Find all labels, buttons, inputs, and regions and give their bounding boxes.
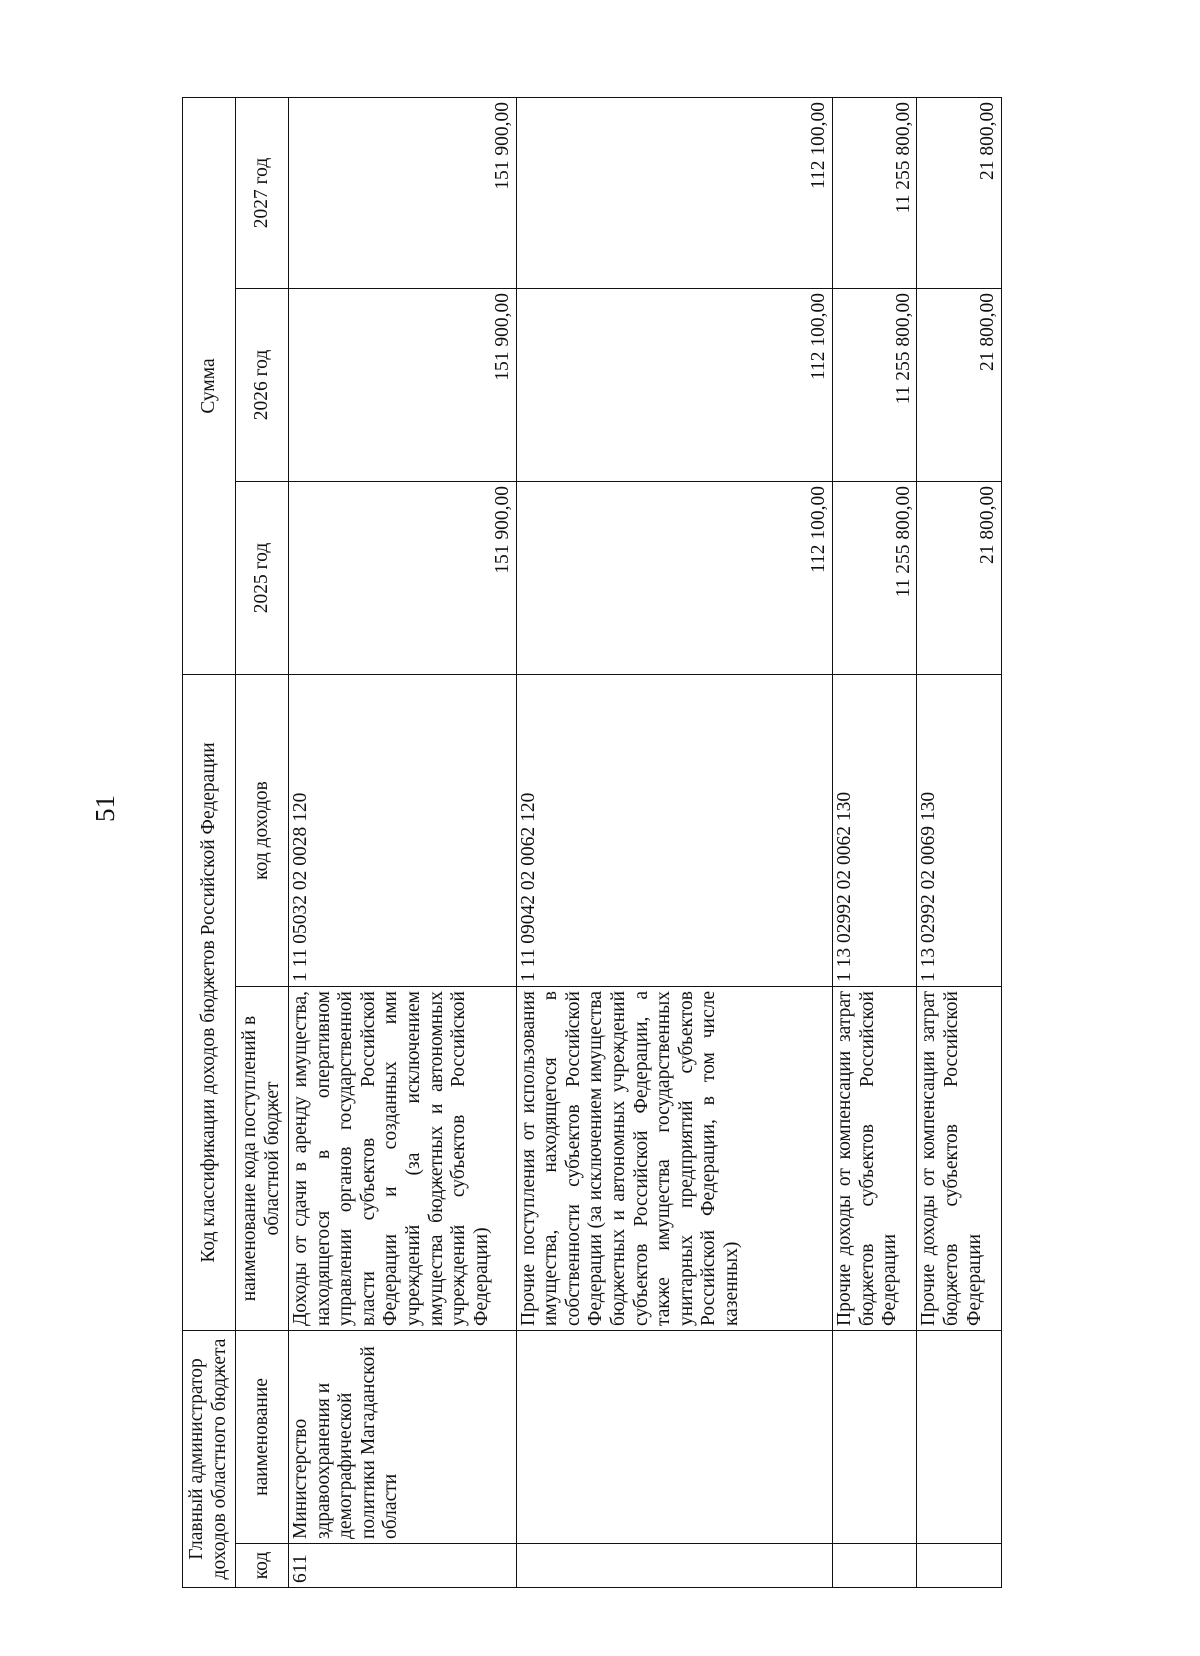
header-col-code: код: [236, 1544, 289, 1588]
amount-2025-cell: 11 255 800,00: [832, 482, 917, 675]
amount-2025-cell: 112 100,00: [516, 482, 832, 675]
admin-code-cell: [832, 1544, 917, 1588]
rotated-table-wrapper: [182, 98, 1002, 1588]
header-col-2027: 2027 год: [236, 98, 289, 289]
header-col-income-name: наименование кода поступлений в областной бюджет: [236, 987, 289, 1331]
page-number: 51: [90, 795, 120, 822]
header-col-2026: 2026 год: [236, 289, 289, 482]
table-row: [832, 98, 917, 1588]
admin-name-cell: [832, 1331, 917, 1544]
amount-2027-cell: 11 255 800,00: [832, 98, 917, 289]
amount-2026-cell: 21 800,00: [917, 289, 1002, 482]
amount-2027-cell: 112 100,00: [516, 98, 832, 289]
amount-2025-cell: 151 900,00: [289, 482, 517, 675]
header-code-group: Код классификации доходов бюджетов Российской Федерации: [183, 675, 236, 1331]
admin-code-cell: [917, 1544, 1002, 1588]
table-row: [917, 98, 1002, 1588]
amount-2027-cell: 21 800,00: [917, 98, 1002, 289]
header-sum-group: Сумма: [183, 98, 236, 675]
income-code-cell: 1 13 02992 02 0062 130: [832, 675, 917, 987]
amount-2025-cell: 21 800,00: [917, 482, 1002, 675]
admin-code-cell: 611: [289, 1544, 517, 1588]
table-row: [516, 98, 832, 1588]
admin-name-cell: Министерство здравоохранения и демографической политики Магаданской области: [289, 1331, 517, 1544]
income-name-cell: Доходы от сдачи в аренду имущества, находящегося в оперативном управлении органов государственной власти субъектов Российской Федерации и созданных ими учреждений (за исключением имущества бюджетных и автономных учреждений субъектов Российской Федерации): [289, 987, 517, 1331]
amount-2027-cell: 151 900,00: [289, 98, 517, 289]
income-code-cell: 1 13 02992 02 0069 130: [917, 675, 1002, 987]
header-col-name: наименование: [236, 1331, 289, 1544]
header-col-income-code: код доходов: [236, 675, 289, 987]
income-name-cell: Прочие поступления от использования имущества, находящегося в собственности субъектов Российской Федерации (за исключением имущества бюджетных и автономных учреждений субъектов Российской Федерации, а также имущества государственных унитарных предприятий субъектов Российской Федерации, в том числе казенных): [516, 987, 832, 1331]
income-code-cell: 1 11 05032 02 0028 120: [289, 675, 517, 987]
header-col-2025: 2025 год: [236, 482, 289, 675]
income-code-cell: 1 11 09042 02 0062 120: [516, 675, 832, 987]
amount-2026-cell: 151 900,00: [289, 289, 517, 482]
income-name-cell: Прочие доходы от компенсации затрат бюджетов субъектов Российской Федерации: [832, 987, 917, 1331]
income-table: [182, 97, 1002, 1588]
admin-name-cell: [516, 1331, 832, 1544]
admin-code-cell: [516, 1544, 832, 1588]
header-admin-group: Главный администратор доходов областного бюджета: [183, 1331, 236, 1588]
income-name-cell: Прочие доходы от компенсации затрат бюджетов субъектов Российской Федерации: [917, 987, 1002, 1331]
table-row: [289, 98, 517, 1588]
amount-2026-cell: 112 100,00: [516, 289, 832, 482]
admin-name-cell: [917, 1331, 1002, 1544]
amount-2026-cell: 11 255 800,00: [832, 289, 917, 482]
